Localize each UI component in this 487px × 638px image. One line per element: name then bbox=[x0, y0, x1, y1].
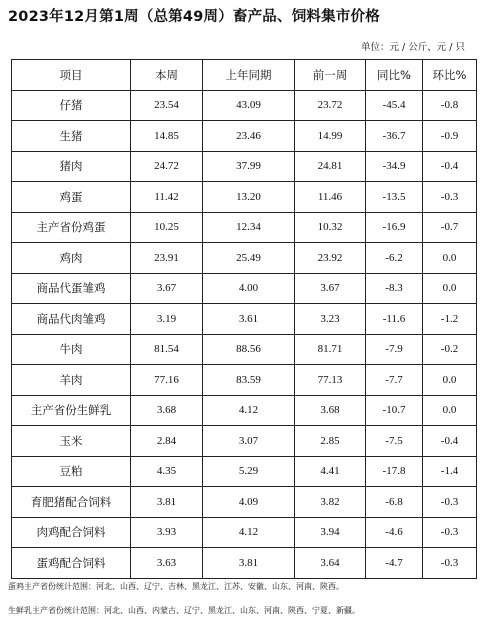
last-year-price: 4.12 bbox=[203, 517, 295, 548]
previous-week-price: 3.67 bbox=[295, 273, 366, 304]
yoy-percent: -10.7 bbox=[366, 395, 423, 426]
last-year-price: 4.00 bbox=[203, 273, 295, 304]
yoy-percent: -4.6 bbox=[366, 517, 423, 548]
current-week-price: 14.85 bbox=[131, 121, 203, 152]
previous-week-price: 77.13 bbox=[295, 365, 366, 396]
last-year-price: 23.46 bbox=[203, 121, 295, 152]
wow-percent: -0.8 bbox=[423, 90, 477, 121]
current-week-price: 3.81 bbox=[131, 487, 203, 518]
current-week-price: 11.42 bbox=[131, 182, 203, 213]
table-row bbox=[12, 426, 477, 457]
item-name: 鸡蛋 bbox=[12, 182, 131, 213]
wow-percent: -0.3 bbox=[423, 487, 477, 518]
wow-percent: 0.0 bbox=[423, 395, 477, 426]
yoy-percent: -6.2 bbox=[366, 243, 423, 274]
table-row bbox=[12, 121, 477, 152]
wow-percent: -1.2 bbox=[423, 304, 477, 335]
last-year-price: 3.61 bbox=[203, 304, 295, 335]
price-table bbox=[11, 59, 477, 579]
table-row bbox=[12, 273, 477, 304]
page-title: 2023年12月第1周（总第49周）畜产品、饲料集市价格 bbox=[8, 9, 380, 25]
last-year-price: 43.09 bbox=[203, 90, 295, 121]
wow-percent: -0.7 bbox=[423, 212, 477, 243]
previous-week-price: 23.72 bbox=[295, 90, 366, 121]
previous-week-price: 23.92 bbox=[295, 243, 366, 274]
yoy-percent: -17.8 bbox=[366, 456, 423, 487]
table-row bbox=[12, 517, 477, 548]
yoy-percent: -13.5 bbox=[366, 182, 423, 213]
table-row bbox=[12, 212, 477, 243]
yoy-percent: -6.8 bbox=[366, 487, 423, 518]
current-week-price: 2.84 bbox=[131, 426, 203, 457]
units-label: 单位：元 / 公斤、元 / 只 bbox=[361, 42, 465, 53]
previous-week-price: 3.64 bbox=[295, 548, 366, 579]
yoy-percent: -45.4 bbox=[366, 90, 423, 121]
previous-week-price: 81.71 bbox=[295, 334, 366, 365]
item-name: 肉鸡配合饲料 bbox=[12, 517, 131, 548]
last-year-price: 5.29 bbox=[203, 456, 295, 487]
table-row bbox=[12, 304, 477, 335]
table-row bbox=[12, 182, 477, 213]
table-row bbox=[12, 487, 477, 518]
current-week-price: 3.19 bbox=[131, 304, 203, 335]
item-name: 商品代蛋雏鸡 bbox=[12, 273, 131, 304]
current-week-price: 81.54 bbox=[131, 334, 203, 365]
yoy-percent: -7.5 bbox=[366, 426, 423, 457]
item-name: 豆粕 bbox=[12, 456, 131, 487]
yoy-percent: -16.9 bbox=[366, 212, 423, 243]
last-year-price: 88.56 bbox=[203, 334, 295, 365]
table-row bbox=[12, 151, 477, 182]
previous-week-price: 3.82 bbox=[295, 487, 366, 518]
previous-week-price: 3.94 bbox=[295, 517, 366, 548]
table-row bbox=[12, 395, 477, 426]
item-name: 羊肉 bbox=[12, 365, 131, 396]
last-year-price: 13.20 bbox=[203, 182, 295, 213]
wow-percent: -0.4 bbox=[423, 426, 477, 457]
previous-week-price: 3.23 bbox=[295, 304, 366, 335]
yoy-percent: -36.7 bbox=[366, 121, 423, 152]
table-body bbox=[12, 90, 477, 578]
last-year-price: 4.09 bbox=[203, 487, 295, 518]
wow-percent: 0.0 bbox=[423, 273, 477, 304]
last-year-price: 25.49 bbox=[203, 243, 295, 274]
wow-percent: -0.3 bbox=[423, 517, 477, 548]
wow-percent: -1.4 bbox=[423, 456, 477, 487]
header-wow: 环比% bbox=[423, 60, 477, 91]
wow-percent: -0.2 bbox=[423, 334, 477, 365]
table-row bbox=[12, 334, 477, 365]
table-row bbox=[12, 243, 477, 274]
header-last-year: 上年同期 bbox=[203, 60, 295, 91]
current-week-price: 77.16 bbox=[131, 365, 203, 396]
item-name: 主产省份鸡蛋 bbox=[12, 212, 131, 243]
last-year-price: 3.81 bbox=[203, 548, 295, 579]
table-row bbox=[12, 456, 477, 487]
previous-week-price: 4.41 bbox=[295, 456, 366, 487]
previous-week-price: 11.46 bbox=[295, 182, 366, 213]
item-name: 猪肉 bbox=[12, 151, 131, 182]
last-year-price: 83.59 bbox=[203, 365, 295, 396]
last-year-price: 3.07 bbox=[203, 426, 295, 457]
yoy-percent: -11.6 bbox=[366, 304, 423, 335]
current-week-price: 23.54 bbox=[131, 90, 203, 121]
current-week-price: 3.63 bbox=[131, 548, 203, 579]
item-name: 仔猪 bbox=[12, 90, 131, 121]
item-name: 生猪 bbox=[12, 121, 131, 152]
item-name: 蛋鸡配合饲料 bbox=[12, 548, 131, 579]
yoy-percent: -34.9 bbox=[366, 151, 423, 182]
table-row bbox=[12, 90, 477, 121]
yoy-percent: -7.9 bbox=[366, 334, 423, 365]
item-name: 商品代肉雏鸡 bbox=[12, 304, 131, 335]
yoy-percent: -4.7 bbox=[366, 548, 423, 579]
last-year-price: 4.12 bbox=[203, 395, 295, 426]
current-week-price: 3.68 bbox=[131, 395, 203, 426]
wow-percent: -0.9 bbox=[423, 121, 477, 152]
current-week-price: 23.91 bbox=[131, 243, 203, 274]
wow-percent: 0.0 bbox=[423, 243, 477, 274]
header-item: 项目 bbox=[12, 60, 131, 91]
item-name: 牛肉 bbox=[12, 334, 131, 365]
header-current-week: 本周 bbox=[131, 60, 203, 91]
current-week-price: 3.93 bbox=[131, 517, 203, 548]
yoy-percent: -7.7 bbox=[366, 365, 423, 396]
current-week-price: 3.67 bbox=[131, 273, 203, 304]
note-egg-provinces: 蛋鸡主产省份统计范围：河北、山西、辽宁、吉林、黑龙江、江苏、安徽、山东、河南、陕西。 bbox=[8, 582, 344, 591]
previous-week-price: 24.81 bbox=[295, 151, 366, 182]
item-name: 育肥猪配合饲料 bbox=[12, 487, 131, 518]
wow-percent: -0.3 bbox=[423, 182, 477, 213]
header-previous-week: 前一周 bbox=[295, 60, 366, 91]
yoy-percent: -8.3 bbox=[366, 273, 423, 304]
current-week-price: 24.72 bbox=[131, 151, 203, 182]
table-row bbox=[12, 365, 477, 396]
previous-week-price: 10.32 bbox=[295, 212, 366, 243]
table-header-row bbox=[12, 60, 477, 91]
item-name: 鸡肉 bbox=[12, 243, 131, 274]
wow-percent: -0.4 bbox=[423, 151, 477, 182]
header-yoy: 同比% bbox=[366, 60, 423, 91]
previous-week-price: 2.85 bbox=[295, 426, 366, 457]
item-name: 玉米 bbox=[12, 426, 131, 457]
current-week-price: 10.25 bbox=[131, 212, 203, 243]
current-week-price: 4.35 bbox=[131, 456, 203, 487]
table-row bbox=[12, 548, 477, 579]
note-milk-provinces: 生鲜乳主产省份统计范围：河北、山西、内蒙古、辽宁、黑龙江、山东、河南、陕西、宁夏、新疆。 bbox=[8, 606, 360, 615]
wow-percent: -0.3 bbox=[423, 548, 477, 579]
wow-percent: 0.0 bbox=[423, 365, 477, 396]
previous-week-price: 14.99 bbox=[295, 121, 366, 152]
last-year-price: 12.34 bbox=[203, 212, 295, 243]
last-year-price: 37.99 bbox=[203, 151, 295, 182]
previous-week-price: 3.68 bbox=[295, 395, 366, 426]
item-name: 主产省份生鲜乳 bbox=[12, 395, 131, 426]
